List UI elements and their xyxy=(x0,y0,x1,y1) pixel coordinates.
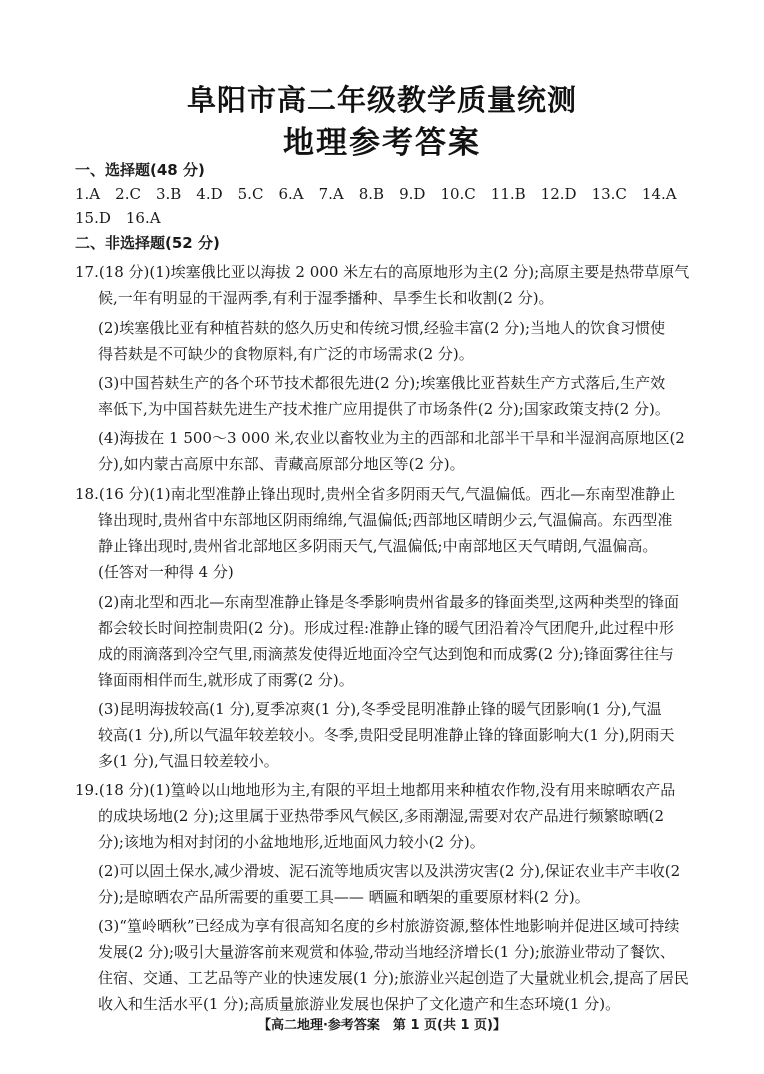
q18-line: (任答对一种得 4 分) xyxy=(98,563,234,581)
q17-line: (3)中国苔麸生产的各个环节技术都很先进(2 分);埃塞俄比亚苔麸生产方式落后,生产效 xyxy=(98,374,666,392)
choice-answer: 15.D xyxy=(75,209,111,227)
q18-line: 较高(1 分),所以气温年较差较小。冬季,贵阳受昆明准静止锋的锋面影响大(1 分),阴雨天 xyxy=(98,726,675,744)
q19-line: 19.(18 分)(1)篁岭以山地地形为主,有限的平坦土地都用来种植农作物,没有用来晾晒农产品 xyxy=(75,781,676,799)
q18-line: 多(1 分),气温日较差较小。 xyxy=(98,752,279,770)
q17-line: (4)海拔在 1 500～3 000 米,农业以畜牧业为主的西部和北部半干旱和半湿润高原地区(2 xyxy=(98,429,685,447)
q18-line: 锋面雨相伴而生,就形成了雨雾(2 分)。 xyxy=(98,671,354,689)
choice-answer: 8.B xyxy=(358,185,385,203)
choice-answer: 9.D xyxy=(399,185,426,203)
q18-line: 18.(16 分)(1)南北型准静止锋出现时,贵州全省多阴雨天气,气温偏低。西北—东南型准静止 xyxy=(75,485,676,503)
q19-line: 发展(2 分);吸引大量游客前来观赏和体验,带动当地经济增长(1 分);旅游业带动了餐饮、 xyxy=(98,943,675,961)
choice-answer: 13.C xyxy=(591,185,627,203)
q19-line: 住宿、交通、工艺品等产业的快速发展(1 分);旅游业兴起创造了大量就业机会,提高了居民 xyxy=(98,969,689,987)
q18-line: 都会较长时间控制贵阳(2 分)。形成过程:准静止锋的暖气团沿着冷气团爬升,此过程中形 xyxy=(98,619,674,637)
q19-line: 分);是晾晒农产品所需要的重要工具—— 晒匾和晒架的重要原材料(2 分)。 xyxy=(98,888,590,906)
choice-answers-row-1 xyxy=(75,184,692,204)
q18-line: (3)昆明海拔较高(1 分),夏季凉爽(1 分),冬季受昆明准静止锋的暖气团影响(1 分),气温 xyxy=(98,700,662,718)
choice-answer: 12.D xyxy=(540,185,577,203)
document-title: 地理参考答案 xyxy=(283,125,481,161)
q19-line: 收入和生活水平(1 分);高质量旅游业发展也保护了文化遗产和生态环境(1 分)。 xyxy=(98,995,621,1013)
q19-line: 的成块场地(2 分);这里属于亚热带季风气候区,多雨潮湿,需要对农产品进行频繁晾晒(2 xyxy=(98,807,665,825)
q17-line: 分),如内蒙古高原中东部、青藏高原部分地区等(2 分)。 xyxy=(98,455,465,473)
q18-line: (2)南北型和西北—东南型准静止锋是冬季影响贵州省最多的锋面类型,这两种类型的锋面 xyxy=(98,593,680,611)
q19-line: (3)“篁岭晒秋”已经成为享有很高知名度的乡村旅游资源,整体性地影响并促进区域可持续 xyxy=(98,917,680,935)
q18-line: 静止锋出现时,贵州省北部地区多阴雨天气,气温偏低;中南部地区天气晴朗,气温偏高。 xyxy=(98,537,658,555)
q17-line: (2)埃塞俄比亚有种植苔麸的悠久历史和传统习惯,经验丰富(2 分);当地人的饮食习惯使 xyxy=(98,319,666,337)
section-choice-heading: 一、选择题(48 分) xyxy=(75,161,205,179)
page-footer: 【高二地理·参考答案 第 1 页(共 1 页)】 xyxy=(257,1018,507,1033)
q18-line: 锋出现时,贵州省中东部地区阴雨绵绵,气温偏低;西部地区晴朗少云,气温偏高。东西型准 xyxy=(98,511,673,529)
section-open-heading: 二、非选择题(52 分) xyxy=(75,234,220,252)
choice-answer: 16.A xyxy=(125,209,161,227)
exam-title: 阜阳市高二年级教学质量统测 xyxy=(186,83,577,117)
choice-answer: 5.C xyxy=(237,185,264,203)
choice-answer: 2.C xyxy=(115,185,141,203)
choice-answer: 1.A xyxy=(75,185,101,203)
q18-line: 成的雨滴落到冷空气里,雨滴蒸发使得近地面冷空气达到饱和而成雾(2 分);锋面雾往往与 xyxy=(98,645,674,663)
choice-answers-row-2 xyxy=(75,208,176,228)
q19-line: 分);该地为相对封闭的小盆地地形,近地面风力较小(2 分)。 xyxy=(98,833,485,851)
q17-line: 率低下,为中国苔麸先进生产技术推广应用提供了市场条件(2 分);国家政策支持(2 分)。 xyxy=(98,400,670,418)
choice-answer: 6.A xyxy=(278,185,304,203)
choice-answer: 4.D xyxy=(196,185,223,203)
q19-line: (2)可以固土保水,减少滑坡、泥石流等地质灾害以及洪涝灾害(2 分),保证农业丰产丰收(2 xyxy=(98,862,681,880)
q17-line: 得苔麸是不可缺少的食物原料,有广泛的市场需求(2 分)。 xyxy=(98,345,474,363)
q17-line: 17.(18 分)(1)埃塞俄比亚以海拔 2 000 米左右的高原地形为主(2 分);高原主要是热带草原气 xyxy=(75,263,690,281)
choice-answer: 7.A xyxy=(318,185,344,203)
choice-answer: 3.B xyxy=(155,185,182,203)
q17-line: 候,一年有明显的干湿两季,有利于湿季播种、旱季生长和收割(2 分)。 xyxy=(98,289,554,307)
choice-answer: 11.B xyxy=(490,185,526,203)
choice-answer: 10.C xyxy=(440,185,476,203)
choice-answer: 14.A xyxy=(641,185,677,203)
